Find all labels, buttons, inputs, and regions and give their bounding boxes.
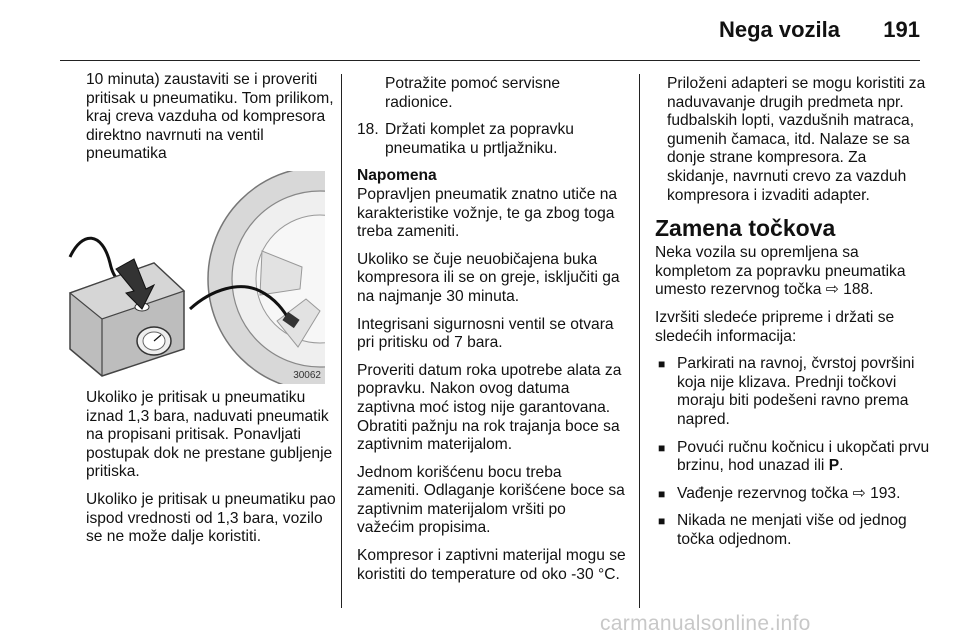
column-1-lower — [86, 389, 336, 556]
site-watermark: carmanualsonline.info — [600, 612, 811, 635]
item-number: 18. — [357, 121, 379, 139]
compressor-hose-valve-drawing — [62, 171, 325, 384]
bullet-item — [655, 355, 930, 429]
bullet-item — [655, 512, 930, 549]
bullet-square-icon: ■ — [658, 440, 666, 455]
column-divider-2 — [639, 74, 640, 608]
compressor-illustration — [62, 171, 325, 384]
bullet-text: Parkirati na ravnoj, čvrstoj površini koja nije klizava. Prednji točkovi moraju biti podešeni ravno prema napred. — [677, 355, 915, 428]
col1-para-3: Ukoliko je pritisak u pneumatiku pao ispod vrednosti od 1,3 bara, vozilo se ne može dalje koristiti. — [86, 490, 336, 546]
column-divider-1 — [341, 74, 342, 608]
item-text: Držati komplet za popravku pneumatika u prtljažniku. — [385, 121, 574, 157]
col2-continuation: Potražite pomoć servisne radionice. — [385, 75, 561, 111]
figure-code: 30062 — [293, 370, 321, 381]
col3-para-1: Neka vozila su opremljena sa kompletom za popravku pneumatika umesto rezervnog točka ⇨ 188. — [655, 244, 906, 299]
column-3 — [655, 75, 930, 558]
gear-p-label: P — [828, 457, 840, 475]
col3-continuation: Priloženi adapteri se mogu koristiti za naduvavanje drugih predmeta npr. fudbalskih lopti, vazdušnih matraca, gumenih čamaca, itd. Nalaze se sa donje strane kompresora. Za skidanje, navrnuti crevo za vazduh kompresora i izvaditi adapter. — [667, 75, 926, 204]
header-divider — [60, 60, 920, 61]
section-heading: Zamena točkova — [655, 215, 836, 242]
bullet-item — [655, 439, 930, 476]
note-title: Napomena — [357, 167, 437, 185]
note-text: Popravljen pneumatik znatno utiče na karakteristike vožnje, te ga zbog toga treba zameniti. — [357, 185, 618, 241]
bullet-text-suffix: . — [839, 457, 844, 475]
col2-para-3: Proveriti datum roka upotrebe alata za popravku. Nakon ovog datuma zaptivna moć istog nije garantovana. Obratiti pažnju na rok trajanja boce sa zaptivnim materijalom. — [357, 361, 622, 454]
bullet-item — [655, 485, 930, 504]
bullet-text: Vađenje rezervnog točka ⇨ 193. — [677, 484, 901, 502]
col2-para-1: Ukoliko se čuje neuobičajena buka kompresora ili se on greje, isključiti ga na najmanje 30 minuta. — [357, 250, 620, 305]
page-header — [0, 0, 960, 62]
page-title: Nega vozila — [718, 17, 840, 42]
bullet-square-icon: ■ — [658, 486, 666, 501]
bullet-square-icon: ■ — [658, 514, 666, 529]
column-2 — [357, 75, 627, 593]
page-number: 191 — [883, 17, 920, 42]
bullet-square-icon: ■ — [658, 357, 666, 372]
col3-para-2: Izvršiti sledeće pripreme i držati se sledećih informacija: — [655, 308, 895, 345]
col2-para-5: Kompresor i zaptivni materijal mogu se koristiti do temperature od oko -30 °C. — [357, 547, 626, 583]
bullet-text: Nikada ne menjati više od jednog točka odjednom. — [677, 512, 907, 548]
col2-para-2: Integrisani sigurnosni ventil se otvara pri pritisku od 7 bara. — [357, 315, 614, 352]
col1-intro: 10 minuta) zaustaviti se i proveriti pritisak u pneumatiku. Tom prilikom, kraj creva vazduha od kompresora direktno navrnuti na ventil pneumatika — [86, 71, 334, 163]
bullet-text-prefix: Povući ručnu kočnicu i ukopčati prvu brzinu, hod unazad ili — [677, 438, 930, 475]
numbered-item-18 — [357, 121, 627, 158]
col2-para-4: Jednom korišćenu bocu treba zameniti. Odlaganje korišćene boce sa zaptivnim materijalom vršiti po važećim propisima. — [357, 463, 625, 537]
col1-para-2: Ukoliko je pritisak u pneumatiku iznad 1,3 bara, naduvati pneumatik na propisani pritisak. Ponavljati postupak dok ne prestane gubljenje pritiska. — [86, 389, 333, 481]
column-1 — [86, 71, 336, 173]
